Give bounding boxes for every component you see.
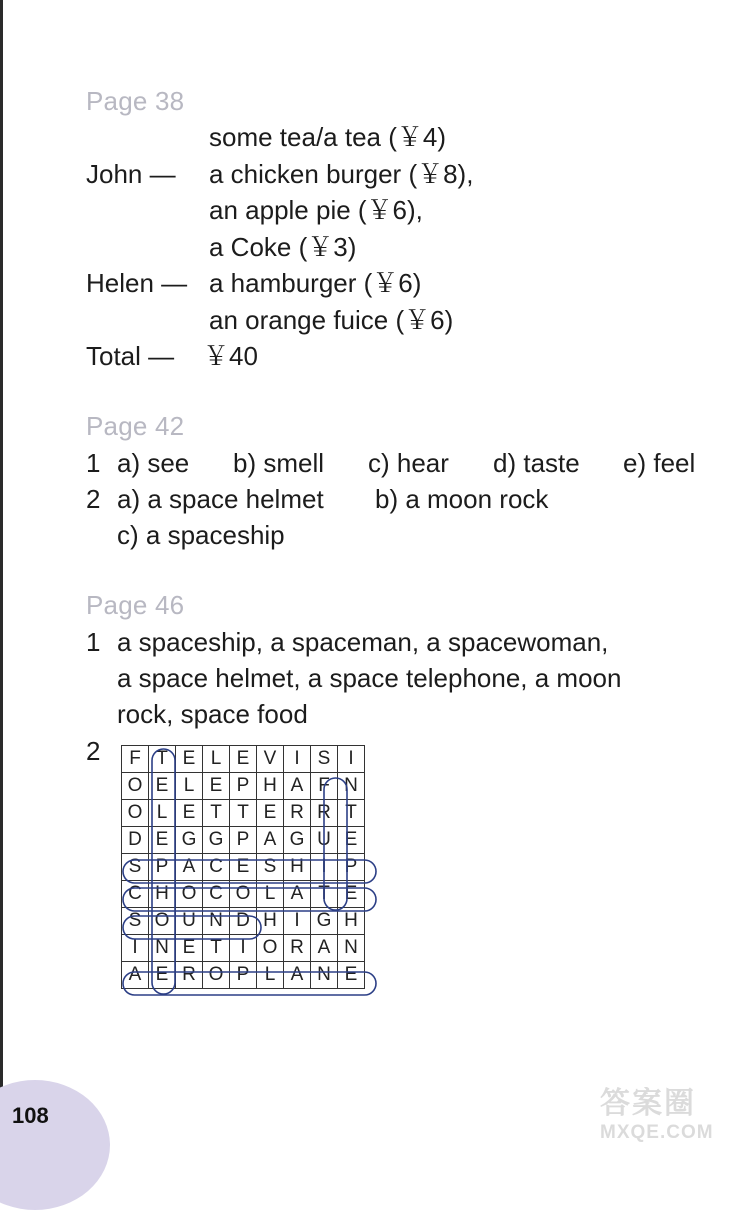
grid-cell: G (311, 908, 338, 935)
word-search-grid (121, 745, 365, 989)
grid-cell: T (311, 881, 338, 908)
page-number-background (0, 1080, 110, 1210)
grid-cell: O (203, 962, 230, 989)
grid-cell: E (149, 773, 176, 800)
grid-cell: E (176, 746, 203, 773)
watermark-url: MXQE.COM (600, 1122, 714, 1143)
grid-cell: A (284, 962, 311, 989)
section-heading-page46: Page 46 (86, 590, 185, 620)
word-search-puzzle (121, 745, 377, 997)
grid-cell: E (176, 800, 203, 827)
grid-cell: C (122, 881, 149, 908)
grid-cell: T (230, 800, 257, 827)
person-label: Total — (86, 341, 175, 371)
question-number: 1 (86, 448, 101, 478)
grid-cell: I (284, 908, 311, 935)
grid-cell: V (257, 746, 284, 773)
grid-cell: E (203, 773, 230, 800)
grid-cell: I (338, 746, 365, 773)
grid-cell: S (311, 746, 338, 773)
grid-cell: O (149, 908, 176, 935)
grid-cell: D (230, 908, 257, 935)
grid-cell: G (284, 827, 311, 854)
grid-cell: I (230, 935, 257, 962)
grid-cell: R (284, 935, 311, 962)
grid-cell: E (338, 827, 365, 854)
grid-cell: E (149, 962, 176, 989)
grid-cell: A (284, 881, 311, 908)
grid-cell: C (203, 881, 230, 908)
grid-cell: A (284, 773, 311, 800)
question-number: 2 (86, 736, 101, 766)
grid-cell: T (149, 746, 176, 773)
grid-cell: O (122, 773, 149, 800)
grid-cell: N (203, 908, 230, 935)
grid-cell: E (230, 746, 257, 773)
grid-row (122, 773, 365, 800)
grid-cell: I (284, 746, 311, 773)
grid-cell: S (122, 908, 149, 935)
watermark-title: 答案圈 (600, 1087, 696, 1120)
answer-item: d) taste (493, 448, 580, 478)
grid-cell: T (338, 800, 365, 827)
grid-cell: G (203, 827, 230, 854)
answer-item: c) a spaceship (117, 520, 285, 550)
grid-cell: E (176, 935, 203, 962)
grid-cell: N (338, 773, 365, 800)
grid-cell: A (122, 962, 149, 989)
grid-row (122, 908, 365, 935)
grid-cell: E (338, 962, 365, 989)
answer-item: b) smell (233, 448, 325, 478)
answer-item: c) hear (368, 448, 449, 478)
section-heading-page42: Page 42 (86, 411, 185, 441)
answer-line: rock, space food (117, 699, 308, 729)
answer-item: a) a space helmet (117, 484, 324, 514)
grid-cell: L (257, 962, 284, 989)
grid-cell: A (257, 827, 284, 854)
grid-row (122, 854, 365, 881)
order-item: a hamburger (￥6) (209, 268, 422, 298)
question-number: 1 (86, 627, 101, 657)
grid-cell: H (149, 881, 176, 908)
order-item: ￥40 (203, 341, 258, 371)
grid-cell: P (230, 827, 257, 854)
answer-line: a space helmet, a space telephone, a moon (117, 663, 622, 693)
grid-cell: P (230, 773, 257, 800)
grid-cell: P (149, 854, 176, 881)
page-number: 108 (12, 1103, 49, 1128)
grid-cell: O (176, 881, 203, 908)
grid-cell: H (284, 854, 311, 881)
page-edge (0, 0, 3, 1148)
grid-cell: A (176, 854, 203, 881)
grid-row (122, 962, 365, 989)
grid-cell: L (257, 881, 284, 908)
order-item: an orange fuice (￥6) (209, 305, 454, 335)
order-item: some tea/a tea (￥4) (209, 122, 446, 152)
grid-cell: E (149, 827, 176, 854)
grid-cell: N (149, 935, 176, 962)
answer-line: a spaceship, a spaceman, a spacewoman, (117, 627, 609, 657)
grid-cell: H (338, 908, 365, 935)
grid-cell: F (122, 746, 149, 773)
grid-cell: N (338, 935, 365, 962)
answer-item: a) see (117, 448, 190, 478)
grid-cell: E (230, 854, 257, 881)
grid-cell: S (122, 854, 149, 881)
section-heading-page38: Page 38 (86, 86, 185, 116)
grid-cell: E (338, 881, 365, 908)
grid-cell: N (311, 962, 338, 989)
grid-cell: U (311, 827, 338, 854)
grid-cell: E (257, 800, 284, 827)
grid-cell: O (257, 935, 284, 962)
grid-cell: T (203, 800, 230, 827)
grid-cell: O (230, 881, 257, 908)
person-label: Helen — (86, 268, 188, 298)
person-label: John — (86, 159, 176, 189)
order-item: an apple pie (￥6), (209, 195, 423, 225)
grid-cell: R (176, 962, 203, 989)
grid-cell: H (257, 908, 284, 935)
grid-cell: H (257, 773, 284, 800)
grid-cell: I (122, 935, 149, 962)
grid-cell: A (311, 935, 338, 962)
answer-item: b) a moon rock (375, 484, 549, 514)
order-item: a Coke (￥3) (209, 232, 357, 262)
grid-cell: L (176, 773, 203, 800)
grid-cell: S (257, 854, 284, 881)
grid-cell: R (311, 800, 338, 827)
answer-item: e) feel (623, 448, 696, 478)
grid-cell: L (149, 800, 176, 827)
grid-row (122, 935, 365, 962)
grid-row (122, 800, 365, 827)
grid-cell: F (311, 773, 338, 800)
grid-row (122, 746, 365, 773)
question-number: 2 (86, 484, 101, 514)
grid-cell: P (230, 962, 257, 989)
grid-cell: P (338, 854, 365, 881)
grid-cell: C (203, 854, 230, 881)
grid-row (122, 881, 365, 908)
grid-cell: I (311, 854, 338, 881)
grid-cell: R (284, 800, 311, 827)
grid-cell: O (122, 800, 149, 827)
grid-cell: D (122, 827, 149, 854)
grid-cell: U (176, 908, 203, 935)
grid-cell: L (203, 746, 230, 773)
grid-row (122, 827, 365, 854)
order-item: a chicken burger (￥8), (209, 159, 474, 189)
grid-cell: G (176, 827, 203, 854)
watermark-logo (600, 1078, 750, 1148)
grid-cell: T (203, 935, 230, 962)
